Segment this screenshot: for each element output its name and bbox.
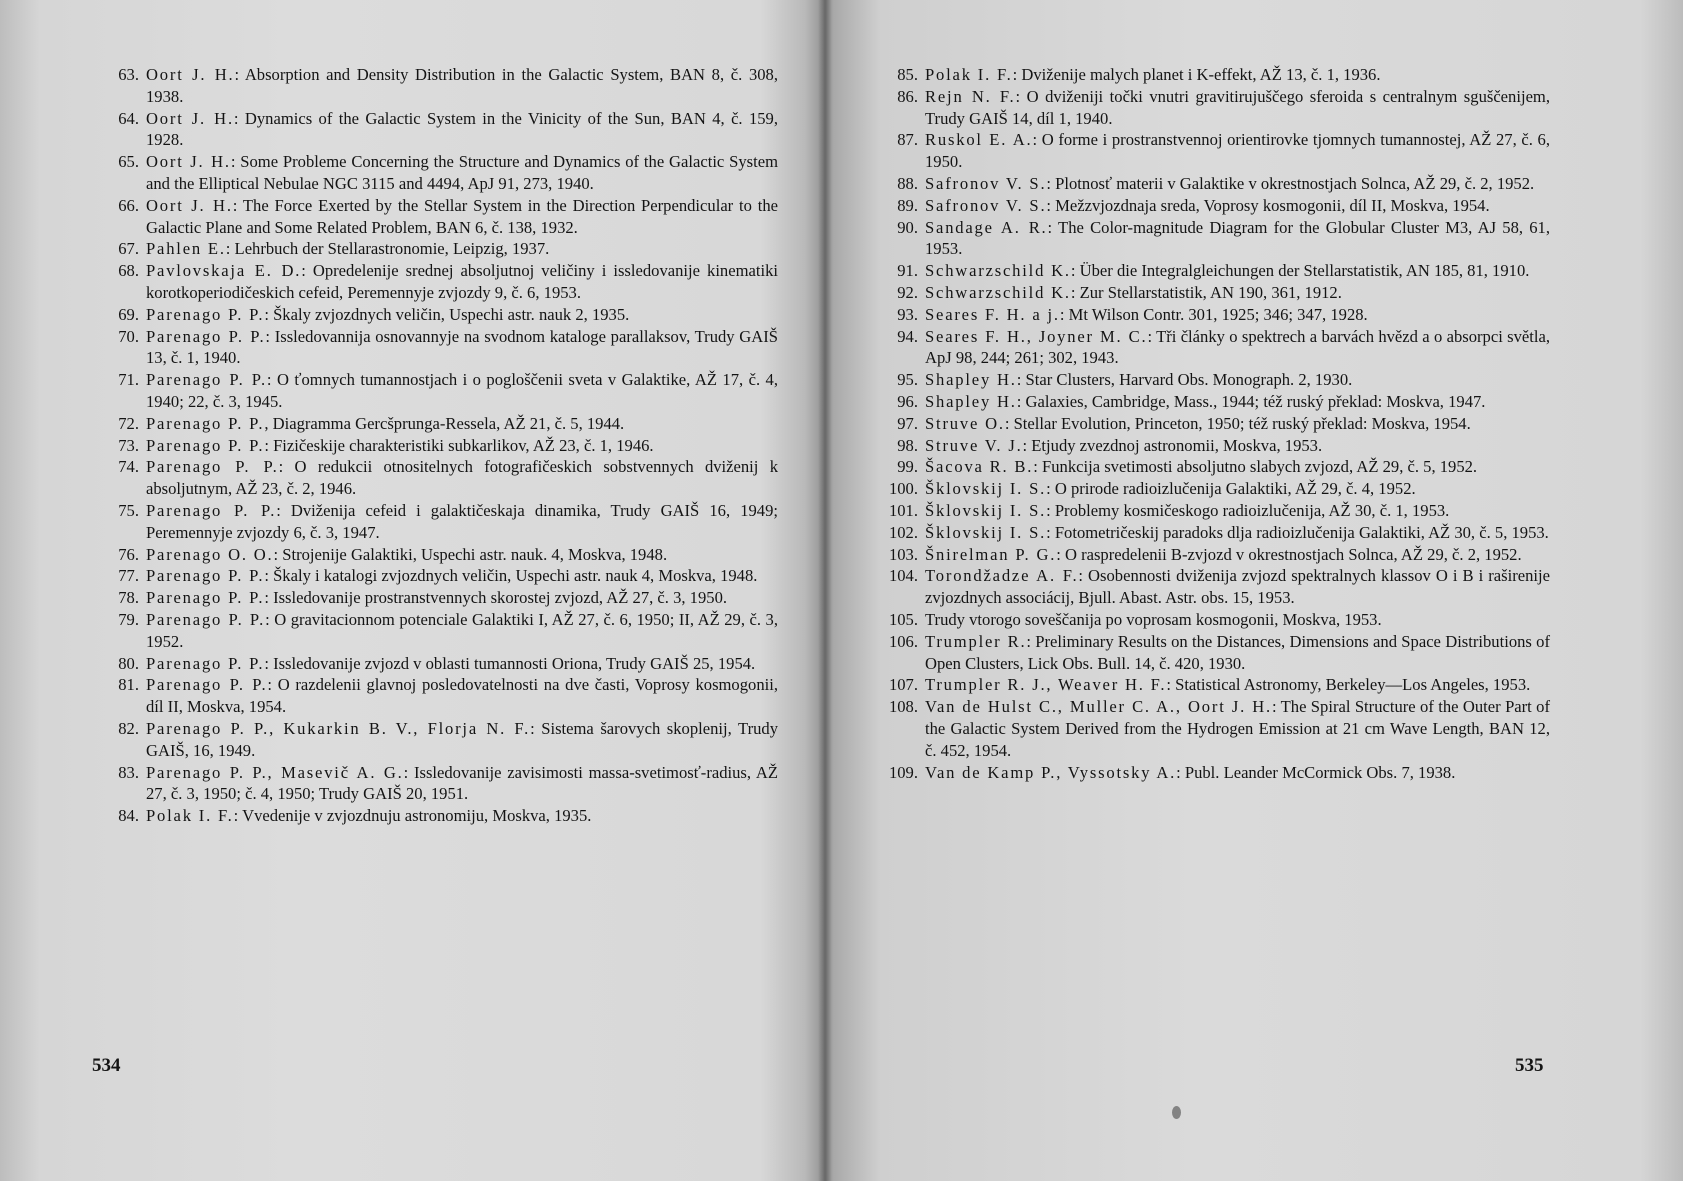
entry-text xyxy=(925,391,1550,413)
bibliography-entry xyxy=(876,544,1550,566)
entry-author: Šacova R. B. xyxy=(925,457,1034,477)
entry-number: 70. xyxy=(118,326,139,346)
entry-citation: : Issledovanije prostranstvennych skorostej zvjozd, AŽ 27, č. 3, 1950. xyxy=(264,588,728,608)
right-page-bibliography xyxy=(876,64,1550,783)
entry-number: 98. xyxy=(897,435,918,455)
entry-number: 95. xyxy=(897,370,918,390)
entry-author: Safronov V. S. xyxy=(925,173,1047,193)
entry-citation: : The Color-magnitude Diagram for the Globular Cluster M3, AJ 58, 61, 1953. xyxy=(925,217,1550,259)
entry-number: 77. xyxy=(118,566,139,586)
bibliography-entry xyxy=(876,413,1550,435)
entry-text xyxy=(925,762,1550,784)
bibliography-entry xyxy=(876,86,1550,130)
entry-text xyxy=(146,456,778,500)
entry-number: 63. xyxy=(118,65,139,84)
entry-citation: : Über die Integralgleichungen der Stellarstatistik, AN 185, 81, 1910. xyxy=(1070,261,1530,281)
bibliography-entry xyxy=(114,587,778,609)
bibliography-entry xyxy=(114,64,778,108)
bibliography-entry xyxy=(876,674,1550,696)
entry-number: 101. xyxy=(888,500,918,520)
entry-author: Parenago P. P. xyxy=(146,457,279,477)
entry-number: 74. xyxy=(118,457,139,477)
entry-author: Parenago P. P. xyxy=(146,304,265,324)
entry-author: Parenago P. P. xyxy=(146,500,277,520)
entry-number: 73. xyxy=(118,435,139,455)
entry-number: 108. xyxy=(888,697,918,717)
entry-author: Parenago P. P. xyxy=(146,675,268,695)
entry-citation: : Issledovannija osnovannyje na svodnom kataloge parallaksov, Trudy GAIŠ 13, č. 1, 1940. xyxy=(146,326,779,368)
entry-citation: : Mt Wilson Contr. 301, 1925; 346; 347, 1928. xyxy=(1059,304,1368,324)
entry-number: 75. xyxy=(118,500,139,520)
entry-text xyxy=(925,282,1550,304)
entry-author: Šklovskij I. S. xyxy=(925,500,1047,520)
entry-citation: : Stellar Evolution, Princeton, 1950; též ruský překlad: Moskva, 1954. xyxy=(1004,413,1471,433)
bibliography-entry xyxy=(114,413,778,435)
entry-number: 82. xyxy=(118,718,139,738)
entry-citation: : Lehrbuch der Stellarastronomie, Leipzig, 1937. xyxy=(225,239,550,259)
bibliography-entry xyxy=(114,805,778,827)
bibliography-entry xyxy=(114,653,778,675)
entry-citation: : Opredelenije srednej absoljutnoj veličiny i issledovanije kinematiki korotkoperiodičeskich cefeid, Peremennyje zvjozdy 9, č. 6, 1953. xyxy=(146,261,778,302)
entry-text xyxy=(925,260,1550,282)
entry-text xyxy=(925,217,1550,261)
entry-text xyxy=(925,195,1550,217)
bibliography-entry xyxy=(114,369,778,413)
entry-text xyxy=(146,64,778,108)
entry-text xyxy=(925,304,1550,326)
entry-citation: : O forme i prostranstvennoj orientirovke tjomnych tumannostej, AŽ 27, č. 6, 1950. xyxy=(925,130,1550,172)
entry-citation: : Statistical Astronomy, Berkeley—Los Angeles, 1953. xyxy=(1166,675,1531,695)
bibliography-entry xyxy=(876,435,1550,457)
bibliography-entry xyxy=(114,762,778,806)
entry-author: Parenago P. P. xyxy=(146,609,266,629)
entry-number: 78. xyxy=(118,588,139,608)
bibliography-entry xyxy=(876,500,1550,522)
entry-author: Rejn N. F. xyxy=(925,86,1016,106)
entry-text xyxy=(146,653,778,675)
entry-number: 94. xyxy=(897,326,918,346)
entry-number: 92. xyxy=(897,282,918,302)
entry-text xyxy=(146,500,778,544)
entry-number: 88. xyxy=(897,173,918,193)
bibliography-entry xyxy=(114,108,778,152)
entry-text xyxy=(146,762,778,806)
entry-author: Van de Kamp P., Vyssotsky A. xyxy=(925,762,1177,782)
entry-author: Safronov V. S. xyxy=(925,195,1047,215)
entry-text xyxy=(925,500,1550,522)
entry-text xyxy=(925,674,1550,696)
entry-number: 99. xyxy=(897,457,918,477)
entry-citation: Trudy vtorogo soveščanija po voprosam kosmogonii, Moskva, 1953. xyxy=(925,609,1382,629)
entry-number: 86. xyxy=(897,86,918,106)
entry-author: Šklovskij I. S. xyxy=(925,479,1047,499)
entry-citation: : Dviženije malych planet i K-effekt, AŽ 13, č. 1, 1936. xyxy=(1012,65,1381,84)
bibliography-entry xyxy=(114,544,778,566)
entry-citation: : Sistema šarovych skoplenij, Trudy GAIŠ, 16, 1949. xyxy=(146,718,778,760)
entry-author: Shapley H. xyxy=(925,370,1017,390)
entry-citation: : Star Clusters, Harvard Obs. Monograph. 2, 1930. xyxy=(1016,370,1353,390)
bibliography-entry xyxy=(876,565,1550,609)
entry-number: 100. xyxy=(888,479,918,499)
entry-number: 68. xyxy=(118,261,139,281)
entry-text xyxy=(146,326,778,370)
entry-number: 106. xyxy=(888,631,918,651)
entry-citation: : Publ. Leander McCormick Obs. 7, 1938. xyxy=(1176,762,1456,782)
entry-author: Parenago P. P. xyxy=(146,653,265,673)
entry-author: Oort J. H. xyxy=(146,195,233,215)
entry-author: Ruskol E. A. xyxy=(925,130,1033,150)
entry-number: 89. xyxy=(897,195,918,215)
entry-number: 64. xyxy=(118,108,139,128)
entry-number: 97. xyxy=(897,413,918,433)
entry-text xyxy=(925,609,1550,631)
bibliography-entry xyxy=(114,326,778,370)
entry-citation: : The Force Exerted by the Stellar System in the Direction Perpendicular to the Galactic Plane and Some Related Problem, BAN 6, č. 138, 1932. xyxy=(146,195,779,237)
entry-text xyxy=(146,609,778,653)
entry-text xyxy=(925,86,1550,130)
entry-author: Šnirelman P. G. xyxy=(925,544,1057,564)
entry-number: 65. xyxy=(118,152,139,172)
entry-text xyxy=(925,696,1550,761)
bibliography-entry xyxy=(876,326,1550,370)
bibliography-entry xyxy=(876,631,1550,675)
left-page-number: 534 xyxy=(92,1055,121,1076)
bibliography-entry xyxy=(876,609,1550,631)
entry-number: 105. xyxy=(888,609,918,629)
entry-author: Struve O. xyxy=(925,413,1005,433)
bibliography-entry xyxy=(114,151,778,195)
entry-text xyxy=(146,674,778,718)
bibliography-entry xyxy=(876,260,1550,282)
entry-text xyxy=(146,260,778,304)
bibliography-entry xyxy=(876,522,1550,544)
entry-text xyxy=(925,544,1550,566)
entry-author: Parenago P. P. xyxy=(146,566,265,586)
entry-citation: : Dviženija cefeid i galaktičeskaja dinamika, Trudy GAIŠ 16, 1949; Peremennyje zvjozdy 6, č. 3, 1947. xyxy=(146,500,778,542)
entry-citation: : Škaly zvjozdnych veličin, Uspechi astr. nauk 2, 1935. xyxy=(264,304,630,324)
entry-author: Schwarzschild K. xyxy=(925,261,1071,281)
entry-text xyxy=(146,238,778,260)
entry-citation: : Absorption and Density Distribution in the Galactic System, BAN 8, č. 308, 1938. xyxy=(146,65,778,106)
bibliography-entry xyxy=(114,238,778,260)
bibliography-entry xyxy=(876,64,1550,86)
bibliography-entry xyxy=(876,282,1550,304)
entry-number: 67. xyxy=(118,239,139,259)
entry-citation: : Mežzvjozdnaja sreda, Voprosy kosmogonii, díl II, Moskva, 1954. xyxy=(1046,195,1490,215)
bibliography-entry xyxy=(114,435,778,457)
entry-citation: : Škaly i katalogi zvjozdnych veličin, Uspechi astr. nauk 4, Moskva, 1948. xyxy=(264,566,758,586)
bibliography-entry xyxy=(114,565,778,587)
entry-citation: : Plotnosť materii v Galaktike v okrestnostjach Solnca, AŽ 29, č. 2, 1952. xyxy=(1046,173,1535,193)
entry-author: Parenago O. O. xyxy=(146,544,274,564)
entry-text xyxy=(146,369,778,413)
entry-text xyxy=(925,456,1550,478)
entry-author: Seares F. H., Joyner M. C. xyxy=(925,326,1148,346)
entry-number: 72. xyxy=(118,413,139,433)
entry-text xyxy=(146,805,778,827)
entry-citation: : Problemy kosmičeskogo radioizlučenija, AŽ 30, č. 1, 1953. xyxy=(1046,500,1450,520)
entry-author: Oort J. H. xyxy=(146,108,234,128)
entry-author: Oort J. H. xyxy=(146,65,235,84)
entry-citation: : O ťomnych tumannostjach i o pogloščenii sveta v Galaktike, AŽ 17, č. 4, 1940; 22, č. 3, 1945. xyxy=(146,370,779,411)
entry-citation: : Dynamics of the Galactic System in the Vinicity of the Sun, BAN 4, č. 159, 1928. xyxy=(146,108,778,150)
entry-citation: : Some Probleme Concerning the Structure and Dynamics of the Galactic System and the Elliptical Nebulae NGC 3115 and 4494, ApJ 91, 273, 1940. xyxy=(146,152,778,193)
entry-citation: : Etjudy zvezdnoj astronomii, Moskva, 1953. xyxy=(1022,435,1323,455)
entry-text xyxy=(925,369,1550,391)
entry-number: 90. xyxy=(897,217,918,237)
entry-number: 69. xyxy=(118,304,139,324)
entry-author: Parenago P. P., Masevič A. G. xyxy=(146,762,404,782)
entry-number: 103. xyxy=(888,544,918,564)
entry-author: Parenago P. P., Kukarkin B. V., Florja N. F. xyxy=(146,718,531,738)
bibliography-entry xyxy=(876,456,1550,478)
entry-text xyxy=(146,565,778,587)
entry-number: 79. xyxy=(118,609,139,629)
entry-author: Polak I. F. xyxy=(146,806,234,826)
entry-text xyxy=(146,108,778,152)
entry-number: 102. xyxy=(888,522,918,542)
entry-author: Sandage A. R. xyxy=(925,217,1048,237)
entry-number: 107. xyxy=(888,675,918,695)
entry-citation: : O raspredelenii B-zvjozd v okrestnostjach Solnca, AŽ 29, č. 2, 1952. xyxy=(1056,544,1522,564)
entry-author: Van de Hulst C., Muller C. A., Oort J. H. xyxy=(925,697,1272,717)
entry-number: 76. xyxy=(118,544,139,564)
bibliography-entry xyxy=(876,173,1550,195)
entry-number: 109. xyxy=(888,762,918,782)
entry-author: Parenago P. P. xyxy=(146,326,266,346)
left-page-bibliography xyxy=(114,64,778,827)
entry-text xyxy=(146,151,778,195)
entry-citation: : Fotometričeskij paradoks dlja radioizlučenija Galaktiki, AŽ 30, č. 5, 1953. xyxy=(1046,522,1549,542)
entry-author: Oort J. H. xyxy=(146,152,231,172)
bibliography-entry xyxy=(114,260,778,304)
entry-text xyxy=(925,129,1550,173)
entry-citation: : O razdelenii glavnoj posledovatelnosti na dve časti, Voprosy kosmogonii, díl II, Moskva, 1954. xyxy=(146,675,778,717)
entry-citation: : Galaxies, Cambridge, Mass., 1944; též ruský překlad: Moskva, 1947. xyxy=(1016,391,1486,411)
ink-speck xyxy=(1172,1106,1181,1119)
entry-text xyxy=(925,435,1550,457)
entry-citation: : The Spiral Structure of the Outer Part of the Galactic System Derived from the Hydrogen Emission at 21 cm Wave Length, BAN 12, č. 452, 1954. xyxy=(925,697,1550,760)
entry-number: 84. xyxy=(118,806,139,826)
bibliography-entry xyxy=(114,456,778,500)
entry-author: Trumpler R. xyxy=(925,631,1027,651)
entry-citation: : Fizičeskije charakteristiki subkarlikov, AŽ 23, č. 1, 1946. xyxy=(264,435,654,455)
entry-text xyxy=(925,413,1550,435)
entry-text xyxy=(925,64,1550,86)
entry-text xyxy=(925,631,1550,675)
entry-text xyxy=(146,544,778,566)
bibliography-entry xyxy=(114,718,778,762)
entry-text xyxy=(146,718,778,762)
entry-author: Trumpler R. J., Weaver H. F. xyxy=(925,675,1167,695)
bibliography-entry xyxy=(876,304,1550,326)
entry-citation: : Zur Stellarstatistik, AN 190, 361, 1912. xyxy=(1070,282,1342,302)
bibliography-entry xyxy=(114,609,778,653)
entry-text xyxy=(146,195,778,239)
entry-number: 87. xyxy=(897,130,918,150)
entry-text xyxy=(925,173,1550,195)
entry-author: Struve V. J. xyxy=(925,435,1023,455)
entry-text xyxy=(146,413,778,435)
entry-text xyxy=(925,522,1550,544)
bibliography-entry xyxy=(114,500,778,544)
bibliography-entry xyxy=(876,478,1550,500)
entry-number: 80. xyxy=(118,653,139,673)
entry-citation: : Tři články o spektrech a barvách hvězd a o absorpci světla, ApJ 98, 244; 261; 302, 1943. xyxy=(925,326,1550,368)
entry-author: Pavlovskaja E. D. xyxy=(146,261,302,281)
entry-citation: : Issledovanije zavisimosti massa-svetimosť-radius, AŽ 27, č. 3, 1950; č. 4, 1950; Trudy GAIŠ 20, 1951. xyxy=(146,762,779,804)
entry-author: Pahlen E. xyxy=(146,239,226,259)
book-gutter xyxy=(818,0,832,1181)
entry-number: 81. xyxy=(118,675,139,695)
bibliography-entry xyxy=(114,195,778,239)
entry-author: Seares F. H. a j. xyxy=(925,304,1060,324)
entry-number: 66. xyxy=(118,195,139,215)
entry-number: 93. xyxy=(897,304,918,324)
entry-citation: , Diagramma Gercšprunga-Ressela, AŽ 21, č. 5, 1944. xyxy=(264,413,625,433)
entry-citation: : Vvedenije v zvjozdnuju astronomiju, Moskva, 1935. xyxy=(233,806,592,826)
right-page-number: 535 xyxy=(1515,1055,1544,1076)
entry-text xyxy=(146,587,778,609)
entry-number: 96. xyxy=(897,391,918,411)
entry-author: Šklovskij I. S. xyxy=(925,522,1047,542)
entry-citation: : O prirode radioizlučenija Galaktiki, AŽ 29, č. 4, 1952. xyxy=(1046,479,1416,499)
entry-number: 104. xyxy=(888,566,918,586)
entry-author: Torondžadze A. F. xyxy=(925,566,1079,586)
entry-author: Parenago P. P. xyxy=(146,413,265,433)
bibliography-entry xyxy=(876,195,1550,217)
entry-citation: : Osobennosti dviženija zvjozd spektralnych klassov O i B i raširenije zvjozdnych associácij, Bjull. Abast. Astr. obs. 15, 1953. xyxy=(925,566,1551,608)
entry-author: Shapley H. xyxy=(925,391,1017,411)
entry-author: Polak I. F. xyxy=(925,65,1013,84)
entry-citation: : Funkcija svetimosti absoljutno slabych zvjozd, AŽ 29, č. 5, 1952. xyxy=(1033,457,1478,477)
entry-citation: : Strojenije Galaktiki, Uspechi astr. nauk. 4, Moskva, 1948. xyxy=(273,544,668,564)
entry-citation: : Preliminary Results on the Distances, Dimensions and Space Distributions of Open Clusters, Lick Obs. Bull. 14, č. 420, 1930. xyxy=(925,631,1550,673)
entry-text xyxy=(925,565,1550,609)
entry-number: 71. xyxy=(118,370,139,390)
entry-author: Schwarzschild K. xyxy=(925,282,1071,302)
entry-author: Parenago P. P. xyxy=(146,435,265,455)
bibliography-entry xyxy=(876,129,1550,173)
entry-number: 91. xyxy=(897,261,918,281)
entry-text xyxy=(925,326,1550,370)
entry-number: 83. xyxy=(118,762,139,782)
entry-citation: : O redukcii otnositelnych fotografičeskich sobstvennych dviženij k absoljutnym, AŽ 23, č. 2, 1946. xyxy=(146,457,778,499)
entry-citation: : Issledovanije zvjozd v oblasti tumannosti Oriona, Trudy GAIŠ 25, 1954. xyxy=(264,653,756,673)
entry-author: Parenago P. P. xyxy=(146,370,267,390)
entry-text xyxy=(146,304,778,326)
entry-citation: : O gravitacionnom potenciale Galaktiki I, AŽ 27, č. 6, 1950; II, AŽ 29, č. 3, 1952. xyxy=(146,609,779,651)
bibliography-entry xyxy=(114,674,778,718)
bibliography-entry xyxy=(876,369,1550,391)
entry-citation: : O dviženiji točki vnutri gravitirujuščego sferoida s centralnym sguščenijem, Trudy GAIŠ 14, díl 1, 1940. xyxy=(925,86,1550,128)
entry-text xyxy=(925,478,1550,500)
entry-number: 85. xyxy=(897,65,918,84)
bibliography-entry xyxy=(876,762,1550,784)
entry-text xyxy=(146,435,778,457)
bibliography-entry xyxy=(876,217,1550,261)
bibliography-entry xyxy=(876,696,1550,761)
bibliography-entry xyxy=(114,304,778,326)
bibliography-entry xyxy=(876,391,1550,413)
entry-author: Parenago P. P. xyxy=(146,588,265,608)
